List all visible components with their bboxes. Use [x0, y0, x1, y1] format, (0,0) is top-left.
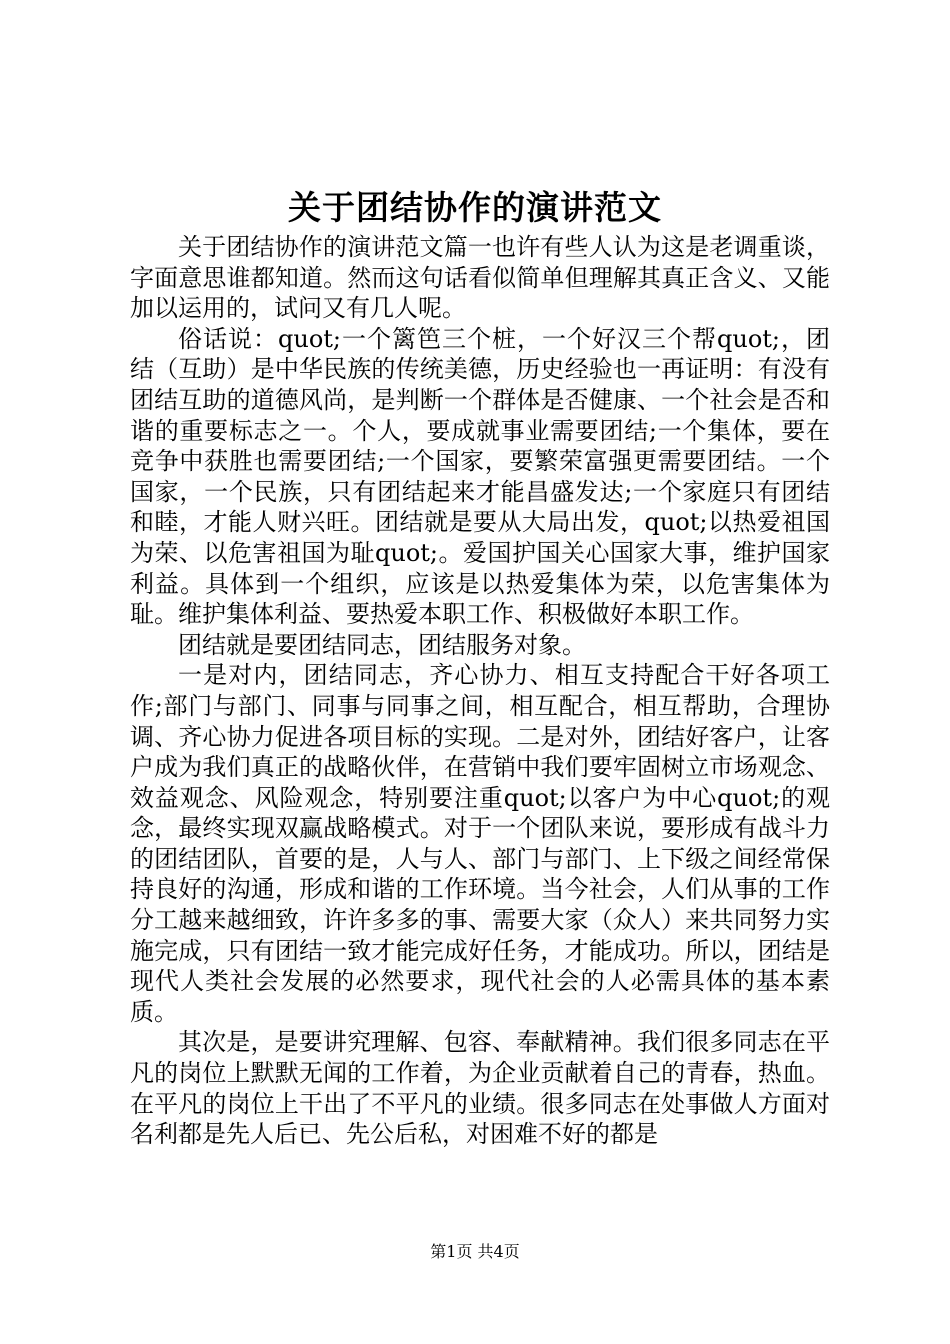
paragraph: 一是对内，团结同志，齐心协力、相互支持配合干好各项工作;部门与部门、同事与同事之间，相互配合，相互帮助，合理协调、齐心协力促进各项目标的实现。二是对外，团结好客户，让客户成为我们真正的战略伙伴，在营销中我们要牢固树立市场观念、效益观念、风险观念，特别要注重quot;以客户为中心quot;的观念，最终实现双赢战略模式。对于一个团队来说，要形成有战斗力的团结团队，首要的是，人与人、部门与部门、上下级之间经常保持良好的沟通，形成和谐的工作环境。当今社会，人们从事的工作分工越来越细致，许许多多的事、需要大家（众人）来共同努力实施完成，只有团结一致才能完成好任务，才能成功。所以，团结是现代人类社会发展的必然要求，现代社会的人必需具体的基本素质。 — [130, 661, 830, 1026]
document-body — [130, 232, 830, 1150]
paragraph: 其次是，是要讲究理解、包容、奉献精神。我们很多同志在平凡的岗位上默默无闻的工作着，为企业贡献着自己的青春，热血。在平凡的岗位上干出了不平凡的业绩。很多同志在处事做人方面对名利都是先人后已、先公后私，对困难不好的都是 — [130, 1028, 830, 1149]
paragraph: 俗话说：quot;一个篱笆三个桩，一个好汉三个帮quot;，团结（互助）是中华民族的传统美德，历史经验也一再证明：有没有团结互助的道德风尚，是判断一个群体是否健康、一个社会是否和谐的重要标志之一。个人，要成就事业需要团结;一个集体，要在竞争中获胜也需要团结;一个国家，要繁荣富强更需要团结。一个国家，一个民族，只有团结起来才能昌盛发达;一个家庭只有团结和睦，才能人财兴旺。团结就是要从大局出发，quot;以热爱祖国为荣、以危害祖国为耻quot;。爱国护国关心国家大事，维护国家利益。具体到一个组织，应该是以热爱集体为荣，以危害集体为耻。维护集体利益、要热爱本职工作、积极做好本职工作。 — [130, 324, 830, 629]
page-footer: 第1页 共4页 — [430, 1242, 520, 1261]
paragraph: 关于团结协作的演讲范文篇一也许有些人认为这是老调重谈，字面意思谁都知道。然而这句话看似简单但理解其真正含义、又能加以运用的，试问又有几人呢。 — [130, 233, 830, 323]
document-title: 关于团结协作的演讲范文 — [288, 188, 662, 227]
paragraph: 团结就是要团结同志，团结服务对象。 — [178, 630, 586, 659]
